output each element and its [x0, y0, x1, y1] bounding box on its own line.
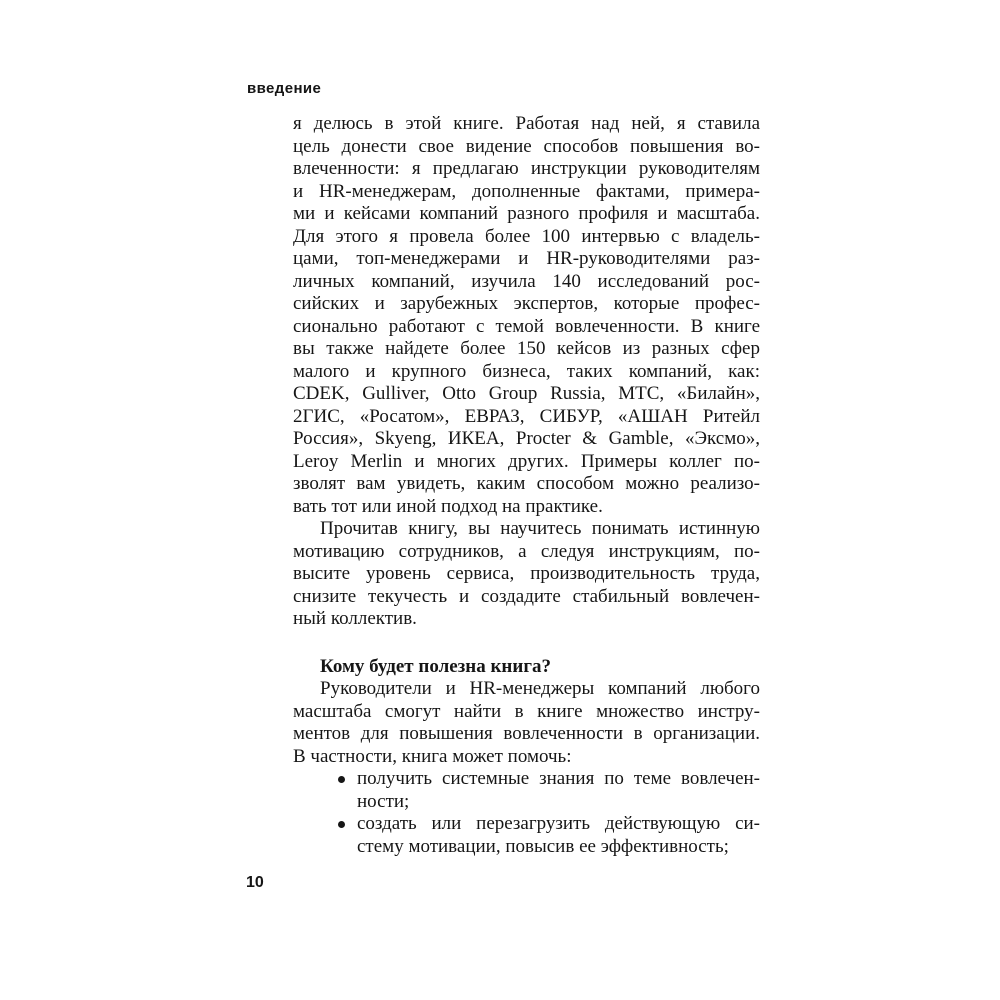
- paragraph-line: цель донести свое видение способов повышения во-: [293, 135, 760, 157]
- paragraph-line: ми и кейсами компаний разного профиля и масштаба.: [293, 203, 760, 224]
- bullet-icon: [338, 821, 345, 828]
- bullet-line: стему мотивации, повысив ее эффективность;: [357, 835, 729, 857]
- running-header: введение: [247, 80, 322, 97]
- paragraph-line: ный коллектив.: [293, 608, 417, 629]
- paragraph-line: и HR-менеджерам, дополненные фактами, примера-: [293, 180, 760, 202]
- section-heading: Кому будет полезна книга?: [320, 655, 551, 677]
- paragraph-line: вы также найдете более 150 кейсов из разных сфер: [293, 338, 760, 359]
- bullet-text: [357, 768, 760, 813]
- paragraph-line: я делюсь в этой книге. Работая над ней, я ставила: [293, 113, 760, 134]
- bullet-item: [338, 813, 760, 858]
- paragraph-line: сийских и зарубежных экспертов, которые профес-: [293, 293, 760, 314]
- bullet-item: [338, 768, 760, 813]
- paragraph-line: вать тот или иной подход на практике.: [293, 495, 603, 517]
- paragraph-line: зволят вам увидеть, каким способом можно реализо-: [293, 473, 760, 494]
- paragraph-line: Руководители и HR-менеджеры компаний любого: [320, 678, 760, 699]
- paragraph-line: личных компаний, изучила 140 исследований рос-: [293, 270, 760, 292]
- paragraph-line: Россия», Skyeng, ИКЕА, Procter & Gamble, «Эксмо»,: [293, 428, 760, 449]
- bullet-text: [357, 813, 760, 858]
- paragraph-line: В частности, книга может помочь:: [293, 745, 572, 767]
- bullet-line: ности;: [357, 790, 410, 812]
- paragraph-line: мотивацию сотрудников, а следуя инструкциям, по-: [293, 540, 760, 562]
- bullet-line: создать или перезагрузить действующую си-: [357, 813, 760, 834]
- paragraph-line: сионально работают с темой вовлеченности. В книге: [293, 315, 760, 337]
- paragraph-line: Прочитав книгу, вы научитесь понимать истинную: [320, 518, 760, 539]
- paragraph-line: цами, топ-менеджерами и HR-руководителями раз-: [293, 248, 760, 269]
- paragraph-line: снизите текучесть и создадите стабильный вовлечен-: [293, 585, 760, 607]
- paragraph-line: масштаба смогут найти в книге множество инстру-: [293, 700, 760, 722]
- text-column: [293, 113, 760, 858]
- paragraph-line: Leroy Merlin и многих других. Примеры коллег по-: [293, 450, 760, 472]
- paragraph-line: Для этого я провела более 100 интервью с владель-: [293, 225, 760, 247]
- paragraph-line: высите уровень сервиса, производительность труда,: [293, 563, 760, 584]
- paragraph-line: малого и крупного бизнеса, таких компаний, как:: [293, 360, 760, 382]
- paragraph-line: 2ГИС, «Росатом», ЕВРАЗ, СИБУР, «АШАН Ритейл: [293, 405, 760, 427]
- paragraph-line: ментов для повышения вовлеченности в организации.: [293, 723, 760, 744]
- bullet-line: получить системные знания по теме вовлечен-: [357, 768, 760, 789]
- paragraph-line: влеченности: я предлагаю инструкции руководителям: [293, 158, 760, 179]
- page-number: 10: [246, 874, 264, 891]
- paragraph-line: CDEK, Gulliver, Otto Group Russia, МТС, «Билайн»,: [293, 383, 760, 404]
- bullet-icon: [338, 776, 345, 783]
